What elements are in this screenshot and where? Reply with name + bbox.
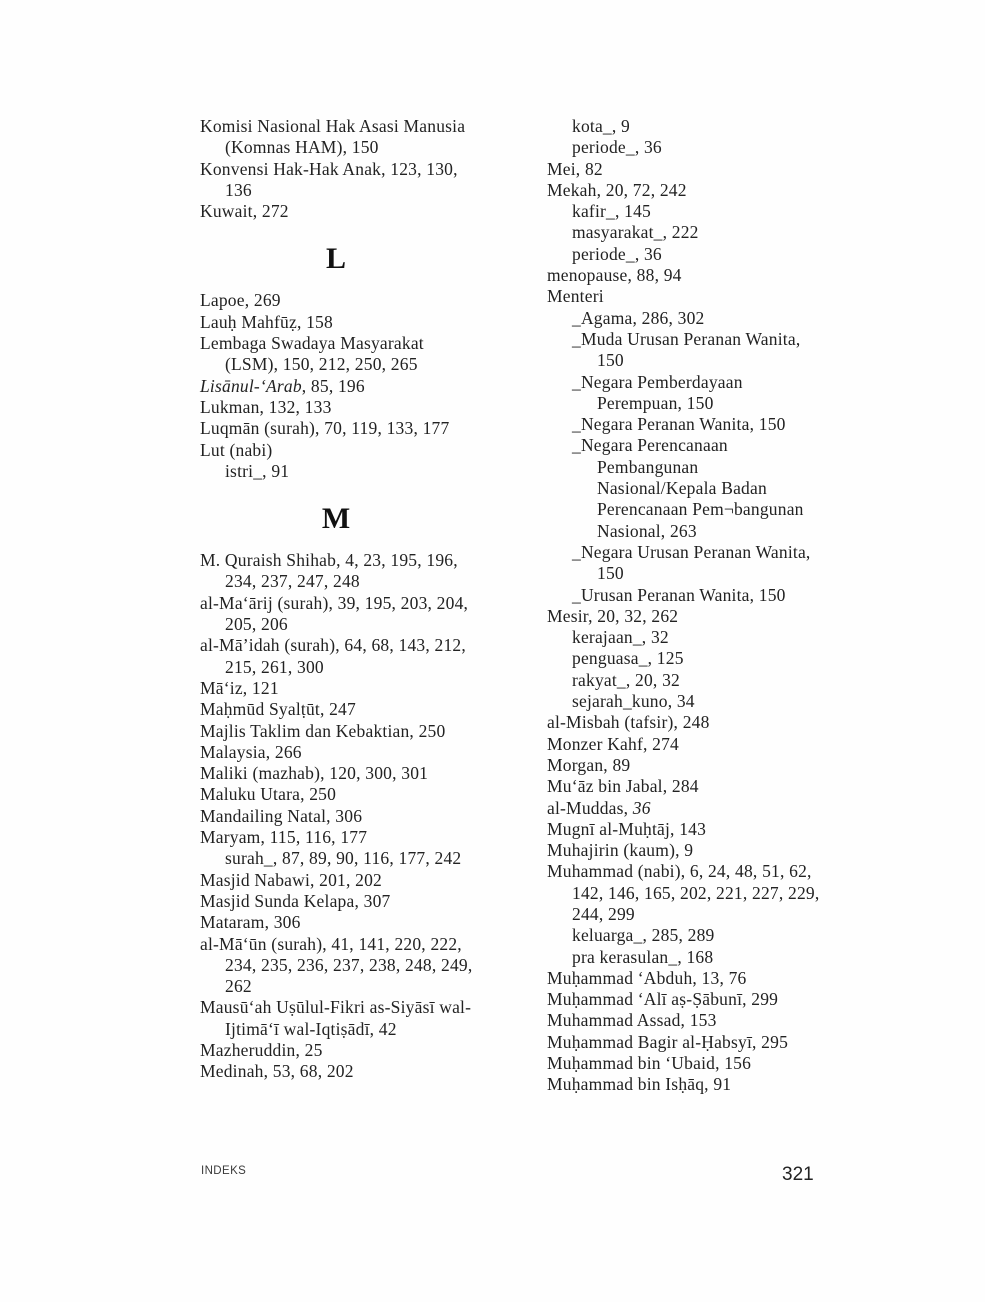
index-entry-line: Perencanaan Pem¬bangunan <box>597 499 804 520</box>
index-entry-line: Masjid Nabawi, 201, 202 <box>200 869 383 890</box>
index-entry-line: Maluku Utara, 250 <box>200 784 337 805</box>
index-entry <box>547 755 867 776</box>
index-entry <box>547 1074 867 1095</box>
index-entry <box>200 742 500 763</box>
index-entry-line: Mu‘āz bin Jabal, 284 <box>547 776 699 797</box>
index-entry-line: periode_, 36 <box>572 243 662 264</box>
index-entry-line: Monzer Kahf, 274 <box>547 733 679 754</box>
index-entry <box>200 763 500 784</box>
index-entry <box>200 290 500 311</box>
index-entry-line: 262 <box>225 976 252 997</box>
index-entry-line: istri_, 91 <box>225 460 290 481</box>
index-entry-line: Komisi Nasional Hak Asasi Manusia <box>200 116 466 136</box>
index-entry-line: Nasional, 263 <box>597 520 697 541</box>
index-entry-line: Kuwait, 272 <box>200 201 289 222</box>
index-entry-line: Lapoe, 269 <box>200 290 281 311</box>
index-entry-line: Muḥammad ‘Abduh, 13, 76 <box>547 967 747 988</box>
index-entry <box>200 201 500 222</box>
index-entry <box>547 989 867 1010</box>
index-entry <box>200 593 500 636</box>
index-entry-line: Mekah, 20, 72, 242 <box>547 179 687 200</box>
footer-section-label: INDEKS <box>201 1165 247 1177</box>
index-entry-line: Muḥammad bin ‘Ubaid, 156 <box>547 1053 752 1074</box>
index-entry-line: Perempuan, 150 <box>597 392 714 413</box>
index-entry-line: masyarakat_, 222 <box>572 222 699 243</box>
index-entry-line: Menteri <box>547 286 604 307</box>
index-entry <box>200 333 500 376</box>
index-entry-line: kota_, 9 <box>572 116 630 136</box>
index-entry <box>547 265 867 286</box>
index-entry <box>547 734 867 755</box>
index-entry-line: Konvensi Hak-Hak Anak, 123, 130, <box>200 158 458 179</box>
index-entry <box>547 840 867 861</box>
index-entry <box>200 397 500 418</box>
index-column-right <box>547 116 867 1096</box>
index-entry-line: al-Misbah (tafsir), 248 <box>547 712 710 733</box>
index-entry-line: surah_, 87, 89, 90, 116, 177, 242 <box>225 848 462 869</box>
index-entry-line: Malaysia, 266 <box>200 741 302 762</box>
index-entry <box>200 934 500 998</box>
index-entry <box>547 819 867 840</box>
index-entry-line: Medinah, 53, 68, 202 <box>200 1061 354 1082</box>
index-entry-line: _Negara Pemberdayaan <box>572 371 743 392</box>
index-entry-line: M. Quraish Shihab, 4, 23, 195, 196, <box>200 550 458 571</box>
index-entry-line: 215, 261, 300 <box>225 656 324 677</box>
index-entry-line: al-Mā‘ūn (surah), 41, 141, 220, 222, <box>200 933 462 954</box>
index-column-left <box>200 116 500 1083</box>
index-entry-line: 244, 299 <box>572 903 635 924</box>
index-entry-line: Lukman, 132, 133 <box>200 396 332 417</box>
index-entry-line: _Negara Urusan Peranan Wanita, <box>572 541 811 562</box>
index-entry-line: Mugnī al-Muḥtāj, 143 <box>547 818 707 839</box>
index-entry-line: Maryam, 115, 116, 177 <box>200 827 368 848</box>
index-entry-line: Mā‘iz, 121 <box>200 677 279 698</box>
index-entry-line: Nasional/Kepala Badan <box>597 478 767 499</box>
index-entry-line: (Komnas HAM), 150 <box>225 137 379 158</box>
index-entry <box>200 806 500 827</box>
index-entry-line: Mataram, 306 <box>200 912 301 933</box>
index-entry <box>200 784 500 805</box>
index-entry-line: kafir_, 145 <box>572 201 651 222</box>
index-entry <box>200 1061 500 1082</box>
index-entry-line: Lembaga Swadaya Masyarakat <box>200 333 424 354</box>
index-entry-line: Mesir, 20, 32, 262 <box>547 605 679 626</box>
index-entry-line: 234, 237, 247, 248 <box>225 571 360 592</box>
index-entry <box>547 1053 867 1074</box>
index-entry-line: (LSM), 150, 212, 250, 265 <box>225 354 418 375</box>
index-entry <box>547 861 867 967</box>
index-entry <box>547 968 867 989</box>
index-entry-line: Maḥmūd Syalṭūt, 247 <box>200 699 356 720</box>
index-entry <box>200 376 500 397</box>
index-entry-line: 142, 146, 165, 202, 221, 227, 229, <box>572 882 820 903</box>
index-entry-line: Majlis Taklim dan Kebaktian, 250 <box>200 720 446 741</box>
index-entry <box>547 712 867 733</box>
index-entry-line: rakyat_, 20, 32 <box>572 669 680 690</box>
index-entry <box>200 912 500 933</box>
index-entry-line: Muḥammad Bagir al-Ḥabsyī, 295 <box>547 1031 789 1052</box>
index-entry-line: al-Ma‘ārij (surah), 39, 195, 203, 204, <box>200 592 469 613</box>
index-entry-line: Maliki (mazhab), 120, 300, 301 <box>200 763 429 784</box>
index-entry <box>200 827 500 870</box>
index-entry-line: Morgan, 89 <box>547 754 631 775</box>
index-entry-line: 136 <box>225 179 252 200</box>
index-entry-line: Lauḥ Mahfūẓ, 158 <box>200 311 333 332</box>
index-entry <box>200 550 500 593</box>
index-entry <box>200 870 500 891</box>
index-entry <box>547 116 867 159</box>
index-entry-line: _Urusan Peranan Wanita, 150 <box>572 584 786 605</box>
index-entry-line: pra kerasulan_, 168 <box>572 946 714 967</box>
index-entry <box>200 699 500 720</box>
index-entry-line: al-Mā’idah (surah), 64, 68, 143, 212, <box>200 635 466 656</box>
index-entry <box>200 678 500 699</box>
index-entry <box>200 721 500 742</box>
index-entry <box>547 1032 867 1053</box>
index-entry <box>200 891 500 912</box>
index-entry <box>547 286 867 605</box>
index-entry <box>547 606 867 712</box>
index-entry <box>547 776 867 797</box>
index-entry-line: _Negara Perencanaan <box>572 435 728 456</box>
index-entry-line: 205, 206 <box>225 614 288 635</box>
index-entry-line: Mei, 82 <box>547 158 603 179</box>
index-entry-line: Lisānul-‘Arab, 85, 196 <box>200 375 365 396</box>
index-entry-line: Muhajirin (kaum), 9 <box>547 840 694 861</box>
index-entry <box>200 159 500 202</box>
index-entry-line: Muḥammad ‘Alī aṣ-Ṣābunī, 299 <box>547 989 779 1010</box>
index-entry <box>547 159 867 180</box>
index-entry <box>547 798 867 819</box>
index-entry <box>200 312 500 333</box>
index-entry <box>200 116 500 159</box>
index-entry-line: Mausū‘ah Uṣūlul-Fikri as-Siyāsī wal- <box>200 997 472 1018</box>
section-heading: L <box>325 242 346 276</box>
index-entry-line: _Muda Urusan Peranan Wanita, <box>572 328 801 349</box>
index-entry-line: Muhammad (nabi), 6, 24, 48, 51, 62, <box>547 861 812 882</box>
index-entry-line: Ijtimā‘ī wal-Iqtiṣādī, 42 <box>225 1018 397 1039</box>
index-entry <box>200 1040 500 1061</box>
index-entry-line: penguasa_, 125 <box>572 648 684 669</box>
index-entry-line: Luqmān (surah), 70, 119, 133, 177 <box>200 418 450 439</box>
index-entry-line: _Agama, 286, 302 <box>572 307 705 328</box>
index-entry-line: Muhammad Assad, 153 <box>547 1010 717 1031</box>
index-entry-line: 150 <box>597 563 624 584</box>
index-entry-line: 234, 235, 236, 237, 238, 248, 249, <box>225 954 473 975</box>
index-entry-line: keluarga_, 285, 289 <box>572 925 715 946</box>
index-entry <box>547 180 867 265</box>
index-entry-line: Mazheruddin, 25 <box>200 1039 323 1060</box>
index-entry-line: Masjid Sunda Kelapa, 307 <box>200 890 391 911</box>
index-entry <box>200 997 500 1040</box>
index-entry <box>200 440 500 483</box>
index-entry-line: 150 <box>597 350 624 371</box>
index-entry-line: _Negara Peranan Wanita, 150 <box>572 414 786 435</box>
index-entry <box>200 418 500 439</box>
index-entry-line: Pembangunan <box>597 456 699 477</box>
index-entry-line: Lut (nabi) <box>200 439 273 460</box>
page-number: 321 <box>782 1164 814 1185</box>
section-heading: M <box>321 502 351 536</box>
index-entry-line: menopause, 88, 94 <box>547 265 682 286</box>
index-entry <box>547 1010 867 1031</box>
index-entry-line: al-Muddas, 36 <box>547 797 651 818</box>
index-entry-line: Mandailing Natal, 306 <box>200 805 363 826</box>
index-entry <box>200 635 500 678</box>
index-entry-line: Muḥammad bin Isḥāq, 91 <box>547 1074 732 1095</box>
index-entry-line: periode_, 36 <box>572 137 662 158</box>
index-entry-line: sejarah_kuno, 34 <box>572 691 695 712</box>
index-entry-line: kerajaan_, 32 <box>572 627 669 648</box>
